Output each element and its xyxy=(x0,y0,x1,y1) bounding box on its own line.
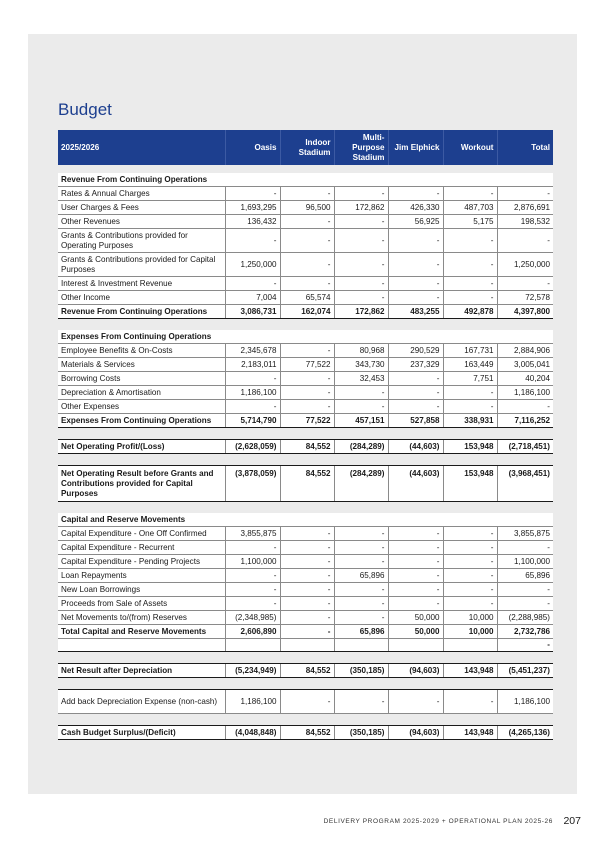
row-value: - xyxy=(225,400,280,414)
row-value: - xyxy=(334,541,388,555)
row-value: - xyxy=(388,229,443,253)
row-value: 7,751 xyxy=(443,372,497,386)
table-row xyxy=(58,386,553,400)
row-value: (4,048,848) xyxy=(225,726,280,740)
section-heading-row xyxy=(58,330,553,344)
row-value: 1,100,000 xyxy=(225,555,280,569)
row-label: Loan Repayments xyxy=(58,569,225,583)
row-value: (5,234,949) xyxy=(225,664,280,678)
table-row xyxy=(58,358,553,372)
row-value: - xyxy=(497,400,553,414)
row-value: 84,552 xyxy=(280,726,334,740)
row-value: 163,449 xyxy=(443,358,497,372)
row-value: - xyxy=(443,386,497,400)
row-label: Cash Budget Surplus/(Deficit) xyxy=(58,726,225,740)
row-label: Net Movements to/(from) Reserves xyxy=(58,611,225,625)
footer-text: DELIVERY PROGRAM 2025-2029 + OPERATIONAL PLAN 2025-26 xyxy=(323,818,553,825)
row-value: - xyxy=(497,639,553,652)
row-value: - xyxy=(388,597,443,611)
row-label: Grants & Contributions provided for Capital Purposes xyxy=(58,253,225,277)
row-value: 65,574 xyxy=(280,291,334,305)
row-value: - xyxy=(497,277,553,291)
row-value: 80,968 xyxy=(334,344,388,358)
row-value: - xyxy=(280,229,334,253)
row-value: - xyxy=(334,583,388,597)
row-value: 1,250,000 xyxy=(497,253,553,277)
row-value: - xyxy=(388,583,443,597)
separator-row xyxy=(58,502,553,514)
row-value: - xyxy=(497,541,553,555)
row-value: - xyxy=(280,386,334,400)
header-indoor-stadium: Indoor Stadium xyxy=(280,130,334,165)
row-value: - xyxy=(388,372,443,386)
row-value: - xyxy=(497,597,553,611)
section-heading: Revenue From Continuing Operations xyxy=(58,173,553,187)
row-value: - xyxy=(280,277,334,291)
row-value: - xyxy=(443,690,497,714)
header-oasis: Oasis xyxy=(225,130,280,165)
row-label: Revenue From Continuing Operations xyxy=(58,305,225,319)
table-row xyxy=(58,611,553,625)
row-value: - xyxy=(388,541,443,555)
page-title: Budget xyxy=(58,100,112,119)
separator-row xyxy=(58,678,553,690)
row-value: 5,714,790 xyxy=(225,414,280,428)
row-value: (2,718,451) xyxy=(497,440,553,454)
row-label: Net Result after Depreciation xyxy=(58,664,225,678)
net-operating-row xyxy=(58,440,553,454)
row-value: - xyxy=(225,569,280,583)
row-value: 457,151 xyxy=(334,414,388,428)
row-value: - xyxy=(280,690,334,714)
separator-cell xyxy=(58,165,553,173)
row-value: - xyxy=(334,229,388,253)
header-year: 2025/2026 xyxy=(58,130,225,165)
row-value: - xyxy=(388,277,443,291)
row-value: - xyxy=(443,569,497,583)
table-row xyxy=(58,555,553,569)
row-value: - xyxy=(334,253,388,277)
row-value: 10,000 xyxy=(443,625,497,639)
total-row xyxy=(58,414,553,428)
row-label: Employee Benefits & On-Costs xyxy=(58,344,225,358)
row-label: Other Income xyxy=(58,291,225,305)
row-value: - xyxy=(443,583,497,597)
row-value: - xyxy=(497,583,553,597)
separator-cell xyxy=(58,319,553,331)
row-value: 1,186,100 xyxy=(225,386,280,400)
row-value: 1,100,000 xyxy=(497,555,553,569)
table-row xyxy=(58,201,553,215)
row-value: 3,086,731 xyxy=(225,305,280,319)
row-value: - xyxy=(225,372,280,386)
row-value: 2,183,011 xyxy=(225,358,280,372)
table-row xyxy=(58,372,553,386)
row-value xyxy=(334,639,388,652)
header-total: Total xyxy=(497,130,553,165)
row-value: 50,000 xyxy=(388,625,443,639)
row-value: - xyxy=(334,555,388,569)
row-value: 3,855,875 xyxy=(225,527,280,541)
row-value: - xyxy=(443,187,497,201)
row-value: - xyxy=(280,583,334,597)
row-label: Rates & Annual Charges xyxy=(58,187,225,201)
section-heading: Capital and Reserve Movements xyxy=(58,513,553,527)
row-value: 143,948 xyxy=(443,726,497,740)
row-value: - xyxy=(388,569,443,583)
row-value: - xyxy=(280,527,334,541)
row-value: - xyxy=(388,386,443,400)
separator-row xyxy=(58,319,553,331)
row-value: - xyxy=(280,597,334,611)
row-label: Borrowing Costs xyxy=(58,372,225,386)
row-value: 153,948 xyxy=(443,466,497,502)
row-value: 50,000 xyxy=(388,611,443,625)
row-value: (2,628,059) xyxy=(225,440,280,454)
row-label: Materials & Services xyxy=(58,358,225,372)
row-value: - xyxy=(334,690,388,714)
section-heading: Expenses From Continuing Operations xyxy=(58,330,553,344)
row-value: - xyxy=(388,690,443,714)
row-value: 96,500 xyxy=(280,201,334,215)
row-label: Total Capital and Reserve Movements xyxy=(58,625,225,639)
row-value: (5,451,237) xyxy=(497,664,553,678)
table-header xyxy=(58,130,553,165)
row-value: 167,731 xyxy=(443,344,497,358)
row-value: - xyxy=(225,541,280,555)
row-value: 1,186,100 xyxy=(225,690,280,714)
row-value: 3,855,875 xyxy=(497,527,553,541)
separator-cell xyxy=(58,428,553,440)
row-value: - xyxy=(443,291,497,305)
row-value: - xyxy=(225,187,280,201)
row-value: 84,552 xyxy=(280,440,334,454)
row-value: 290,529 xyxy=(388,344,443,358)
row-value: - xyxy=(443,597,497,611)
row-value: - xyxy=(280,187,334,201)
row-value: - xyxy=(334,597,388,611)
separator-row xyxy=(58,165,553,173)
row-value: 3,005,041 xyxy=(497,358,553,372)
table-body xyxy=(58,165,553,740)
section-heading-row xyxy=(58,173,553,187)
row-value xyxy=(280,639,334,652)
row-value: 40,204 xyxy=(497,372,553,386)
separator-row xyxy=(58,714,553,726)
row-value: (284,289) xyxy=(334,440,388,454)
row-value: (94,603) xyxy=(388,726,443,740)
table-row xyxy=(58,597,553,611)
row-value: 7,116,252 xyxy=(497,414,553,428)
row-value: 198,532 xyxy=(497,215,553,229)
table-row xyxy=(58,400,553,414)
table-row xyxy=(58,541,553,555)
row-label: Grants & Contributions provided for Operating Purposes xyxy=(58,229,225,253)
row-value: (44,603) xyxy=(388,440,443,454)
row-label: Expenses From Continuing Operations xyxy=(58,414,225,428)
net-before-grants-row xyxy=(58,466,553,502)
row-value: 84,552 xyxy=(280,466,334,502)
row-value: 162,074 xyxy=(280,305,334,319)
row-value: 143,948 xyxy=(443,664,497,678)
row-label: Capital Expenditure - Pending Projects xyxy=(58,555,225,569)
row-value: 2,876,691 xyxy=(497,201,553,215)
row-value xyxy=(443,639,497,652)
row-value: (3,878,059) xyxy=(225,466,280,502)
row-value: - xyxy=(388,527,443,541)
row-value: 65,896 xyxy=(334,569,388,583)
row-value: - xyxy=(280,344,334,358)
row-value: - xyxy=(225,229,280,253)
row-value: (94,603) xyxy=(388,664,443,678)
row-value: - xyxy=(388,253,443,277)
row-value: 338,931 xyxy=(443,414,497,428)
table-row xyxy=(58,215,553,229)
total-row xyxy=(58,625,553,639)
net-after-depreciation-row xyxy=(58,664,553,678)
row-value: 4,397,800 xyxy=(497,305,553,319)
row-value: - xyxy=(443,527,497,541)
row-value: - xyxy=(443,229,497,253)
row-value: - xyxy=(334,187,388,201)
row-value: 72,578 xyxy=(497,291,553,305)
row-value: (284,289) xyxy=(334,466,388,502)
row-value: - xyxy=(334,291,388,305)
row-label: Net Operating Profit/(Loss) xyxy=(58,440,225,454)
separator-cell xyxy=(58,678,553,690)
separator-cell xyxy=(58,652,553,664)
row-value: - xyxy=(280,625,334,639)
row-label: User Charges & Fees xyxy=(58,201,225,215)
row-label: Proceeds from Sale of Assets xyxy=(58,597,225,611)
row-label: Capital Expenditure - Recurrent xyxy=(58,541,225,555)
row-value: 343,730 xyxy=(334,358,388,372)
separator-row xyxy=(58,652,553,664)
header-workout: Workout xyxy=(443,130,497,165)
budget-table xyxy=(58,130,553,740)
row-value: - xyxy=(334,215,388,229)
row-value: (4,265,136) xyxy=(497,726,553,740)
row-value: - xyxy=(443,253,497,277)
page-number: 207 xyxy=(563,815,581,827)
separator-cell xyxy=(58,454,553,466)
row-value: 153,948 xyxy=(443,440,497,454)
row-value: 492,878 xyxy=(443,305,497,319)
row-value: - xyxy=(443,400,497,414)
table-row xyxy=(58,229,553,253)
row-value: - xyxy=(443,541,497,555)
separator-cell xyxy=(58,714,553,726)
row-value: - xyxy=(388,400,443,414)
row-value: - xyxy=(497,229,553,253)
total-extra-row xyxy=(58,639,553,652)
row-label: Interest & Investment Revenue xyxy=(58,277,225,291)
row-value: 2,345,678 xyxy=(225,344,280,358)
section-heading-row xyxy=(58,513,553,527)
row-value xyxy=(388,639,443,652)
separator-cell xyxy=(58,502,553,514)
row-value: - xyxy=(280,253,334,277)
row-label: Capital Expenditure - One Off Confirmed xyxy=(58,527,225,541)
row-value: 527,858 xyxy=(388,414,443,428)
row-value: (2,288,985) xyxy=(497,611,553,625)
row-value: 1,186,100 xyxy=(497,690,553,714)
row-value xyxy=(225,639,280,652)
row-value: - xyxy=(388,291,443,305)
row-value: 172,862 xyxy=(334,201,388,215)
table-row xyxy=(58,569,553,583)
row-value: - xyxy=(334,527,388,541)
row-value: - xyxy=(388,187,443,201)
row-value: 2,606,890 xyxy=(225,625,280,639)
table-row xyxy=(58,583,553,597)
row-value: 7,004 xyxy=(225,291,280,305)
header-multi-purpose-stadium: Multi-Purpose Stadium xyxy=(334,130,388,165)
row-value: 65,896 xyxy=(334,625,388,639)
row-value: 483,255 xyxy=(388,305,443,319)
table-row xyxy=(58,344,553,358)
table-row xyxy=(58,291,553,305)
row-value: 65,896 xyxy=(497,569,553,583)
row-label: New Loan Borrowings xyxy=(58,583,225,597)
row-value: - xyxy=(334,400,388,414)
row-value: 426,330 xyxy=(388,201,443,215)
row-value: - xyxy=(225,597,280,611)
row-value: 487,703 xyxy=(443,201,497,215)
row-value: - xyxy=(280,555,334,569)
add-back-row xyxy=(58,690,553,714)
table-row xyxy=(58,527,553,541)
header-jim-elphick: Jim Elphick xyxy=(388,130,443,165)
row-value: - xyxy=(280,215,334,229)
row-label: Other Revenues xyxy=(58,215,225,229)
row-value: 1,186,100 xyxy=(497,386,553,400)
row-value: - xyxy=(280,372,334,386)
row-label: Other Expenses xyxy=(58,400,225,414)
separator-row xyxy=(58,428,553,440)
row-value: 1,693,295 xyxy=(225,201,280,215)
row-value: - xyxy=(443,555,497,569)
row-value: - xyxy=(388,555,443,569)
row-value: (350,185) xyxy=(334,726,388,740)
row-value: 172,862 xyxy=(334,305,388,319)
row-value: - xyxy=(280,569,334,583)
row-label: Depreciation & Amortisation xyxy=(58,386,225,400)
row-value: - xyxy=(334,386,388,400)
row-value: 84,552 xyxy=(280,664,334,678)
row-value: 32,453 xyxy=(334,372,388,386)
row-value: 5,175 xyxy=(443,215,497,229)
row-value: 77,522 xyxy=(280,358,334,372)
cash-budget-row xyxy=(58,726,553,740)
row-value: (44,603) xyxy=(388,466,443,502)
row-value: 1,250,000 xyxy=(225,253,280,277)
row-value: 237,329 xyxy=(388,358,443,372)
row-value: 136,432 xyxy=(225,215,280,229)
row-value: - xyxy=(280,400,334,414)
row-value: - xyxy=(225,583,280,597)
row-value: - xyxy=(225,277,280,291)
row-label: Add back Depreciation Expense (non-cash) xyxy=(58,690,225,714)
row-value: - xyxy=(334,277,388,291)
total-row xyxy=(58,305,553,319)
row-value: (350,185) xyxy=(334,664,388,678)
row-value: (3,968,451) xyxy=(497,466,553,502)
row-value: 2,732,786 xyxy=(497,625,553,639)
row-value: (2,348,985) xyxy=(225,611,280,625)
table-row xyxy=(58,187,553,201)
table-row xyxy=(58,253,553,277)
row-value: - xyxy=(334,611,388,625)
separator-row xyxy=(58,454,553,466)
row-value: - xyxy=(497,187,553,201)
row-value: - xyxy=(280,611,334,625)
row-label: Net Operating Result before Grants and Contributions provided for Capital Purposes xyxy=(58,466,225,502)
row-value: 2,884,906 xyxy=(497,344,553,358)
row-value: 56,925 xyxy=(388,215,443,229)
row-value: 77,522 xyxy=(280,414,334,428)
table-row xyxy=(58,277,553,291)
row-value: - xyxy=(443,277,497,291)
row-value: 10,000 xyxy=(443,611,497,625)
row-value: - xyxy=(280,541,334,555)
row-value xyxy=(58,639,225,652)
